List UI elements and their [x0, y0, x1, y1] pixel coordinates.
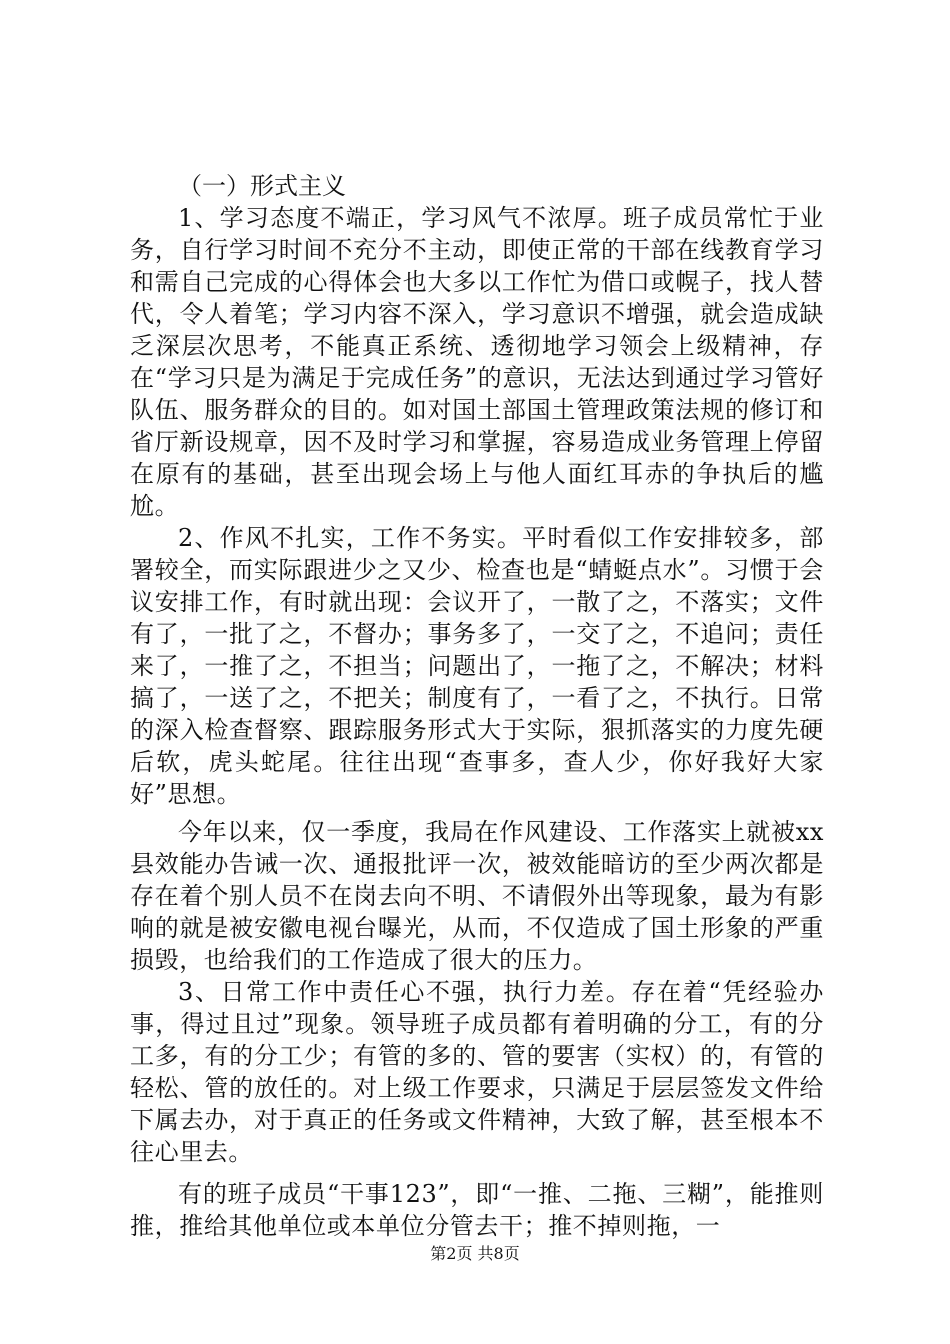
paragraph-4: 3、日常工作中责任心不强，执行力差。存在着“凭经验办事，得过且过”现象。领导班子成员都有着明确的分工，有的分工多，有的分工少；有管的多的、管的要害（实权）的，有管的轻松、管的放任的。对上级工作要求，只满足于层层签发文件给下属去办，对于真正的任务或文件精神，大致了解，甚至根本不往心里去。 — [130, 978, 824, 1166]
section-heading: （一）形式主义 — [178, 172, 346, 200]
document-body — [130, 170, 824, 1242]
paragraph-2: 2、作风不扎实，工作不务实。平时看似工作安排较多，部署较全，而实际跟进少之又少、检查也是“蜻蜓点水”。习惯于会议安排工作，有时就出现：会议开了，一散了之，不落实；文件有了，一批了之，不督办；事务多了，一交了之，不追问；责任来了，一推了之，不担当；问题出了，一拖了之，不解决；材料搞了，一送了之，不把关；制度有了，一看了之，不执行。日常的深入检查督察、跟踪服务形式大于实际，狠抓落实的力度先硬后软，虎头蛇尾。往往出现“查事多，查人少，你好我好大家好”思想。 — [130, 524, 824, 808]
page-number-footer: 第2页 共8页 — [430, 1244, 520, 1263]
paragraph-5: 有的班子成员“干事123”，即“一推、二拖、三糊”，能推则推，推给其他单位或本单位分管去干；推不掉则拖，一 — [130, 1180, 824, 1240]
paragraph-1: 1、学习态度不端正，学习风气不浓厚。班子成员常忙于业务，自行学习时间不充分不主动，即使正常的干部在线教育学习和需自己完成的心得体会也大多以工作忙为借口或幌子，找人替代，令人着笔；学习内容不深入，学习意识不增强，就会造成缺乏深层次思考，不能真正系统、透彻地学习领会上级精神，存在“学习只是为满足于完成任务”的意识，无法达到通过学习管好队伍、服务群众的目的。如对国土部国土管理政策法规的修订和省厅新设规章，因不及时学习和掌握，容易造成业务管理上停留在原有的基础，甚至出现会场上与他人面红耳赤的争执后的尴尬。 — [130, 204, 824, 520]
paragraph-3: 今年以来，仅一季度，我局在作风建设、工作落实上就被xx县效能办告诫一次、通报批评一次，被效能暗访的至少两次都是存在着个别人员不在岗去向不明、不请假外出等现象，最为有影响的就是被安徽电视台曝光，从而，不仅造成了国土形象的严重损毁，也给我们的工作造成了很大的压力。 — [130, 818, 824, 974]
